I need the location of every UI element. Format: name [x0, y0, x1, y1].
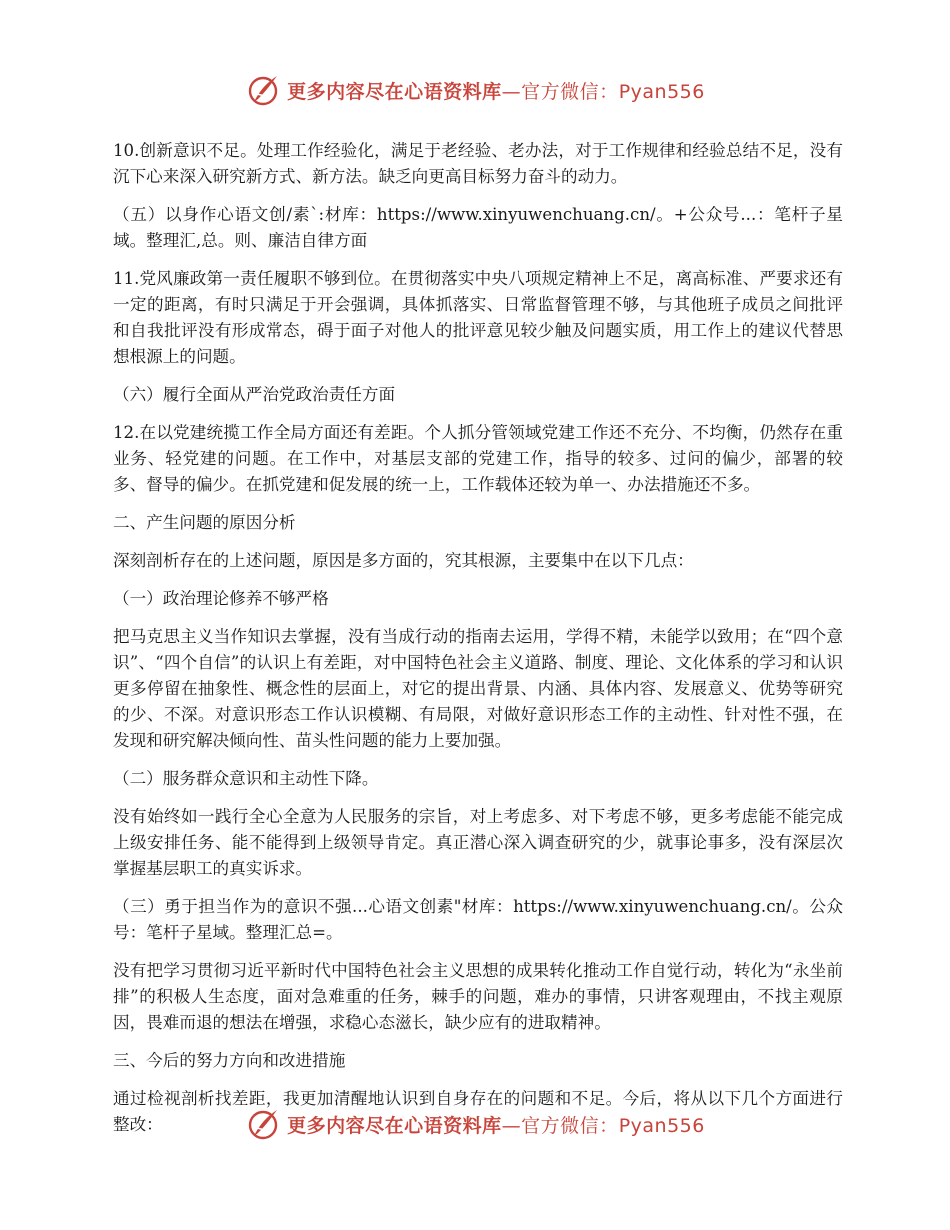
paragraph-intro: 深刻剖析存在的上述问题，原因是多方面的，究其根源，主要集中在以下几点：: [113, 551, 694, 570]
chapter-heading-3: 三、今后的努力方向和改进措施: [113, 1051, 346, 1070]
paragraph-responsibility: 没有把学习贯彻习近平新时代中国特色社会主义思想的成果转化推动工作自觉行动，转化为“永坐前排”的积极人生态度，面对急难重的任务，棘手的问题，难办的事情，只讲客观理由，不找主观原因，畏难而退的想法在增强，求稳心态滋长，缺少应有的进取精神。: [113, 961, 843, 1032]
header-watermark-banner: [0, 70, 950, 110]
chapter-heading-2: 二、产生问题的原因分析: [113, 513, 296, 532]
paragraph-service: 没有始终如一践行全心全意为人民服务的宗旨，对上考虑多、对下考虑不够，更多考虑能不能完成上级安排任务、能不能得到上级领导肯定。真正潜心深入调查研究的少，就事论事多，没有深层次掌握基层职工的真实诉求。: [113, 807, 843, 878]
watermark-text: 更多内容尽在心语资料库—官方微信：Pyan556: [287, 80, 705, 103]
paragraph-improvement: 通过检视剖析找差距，我更加清醒地认识到自身存在的问题和不足。今后，将从以下几个方面进行整改：: [113, 1089, 843, 1134]
quill-seal-icon: [245, 1106, 281, 1142]
section-heading-6: （六）履行全面从严治党政治责任方面: [113, 385, 396, 404]
footer-watermark-banner: [0, 1104, 950, 1144]
paragraph-item-10: 10.创新意识不足。处理工作经验化，满足于老经验、老办法，对于工作规律和经验总结不足，没有沉下心来深入研究新方式、新方法。缺乏向更高目标努力奋斗的动力。: [113, 141, 843, 186]
subsection-heading-1: （一）政治理论修养不够严格: [113, 589, 329, 608]
subsection-heading-3: （三）勇于担当作为的意识不强...心语文创素"材库：https://www.xinyuwenchuang.cn/。公众号：笔杆子星域。整理汇总=。: [113, 897, 843, 942]
quill-seal-icon: [245, 72, 281, 108]
paragraph-item-11: 11.党风廉政第一责任履职不够到位。在贯彻落实中央八项规定精神上不足，离高标准、严要求还有一定的距离，有时只满足于开会强调，具体抓落实、日常监督管理不够，与其他班子成员之间批评和自我批评没有形成常态，碍于面子对他人的批评意见较少触及问题实质，用工作上的建议代替思想根源上的问题。: [113, 269, 843, 366]
section-heading-5: （五）以身作心语文创/素`:材库：https://www.xinyuwenchuang.cn/。+公众号...：笔杆子星域。整理汇,总。则、廉洁自律方面: [113, 205, 843, 250]
document-body: [113, 138, 843, 1150]
paragraph-theory: 把马克思主义当作知识去掌握，没有当成行动的指南去运用，学得不精，未能学以致用；在“四个意识”、“四个自信”的认识上有差距，对中国特色社会主义道路、制度、理论、文化体系的学习和认识更多停留在抽象性、概念性的层面上，对它的提出背景、内涵、具体内容、发展意义、优势等研究的少、不深。对意识形态工作认识模糊、有局限，对做好意识形态工作的主动性、针对性不强，在发现和研究解决倾向性、苗头性问题的能力上要加强。: [113, 627, 843, 750]
watermark-text: 更多内容尽在心语资料库—官方微信：Pyan556: [287, 1114, 705, 1137]
paragraph-item-12: 12.在以党建统揽工作全局方面还有差距。个人抓分管领域党建工作还不充分、不均衡，仍然存在重业务、轻党建的问题。在工作中，对基层支部的党建工作，指导的较多、过问的偏少，部署的较多、督导的偏少。在抓党建和促发展的统一上，工作载体还较为单一、办法措施还不多。: [113, 423, 843, 494]
subsection-heading-2: （二）服务群众意识和主动性下降。: [113, 769, 379, 788]
